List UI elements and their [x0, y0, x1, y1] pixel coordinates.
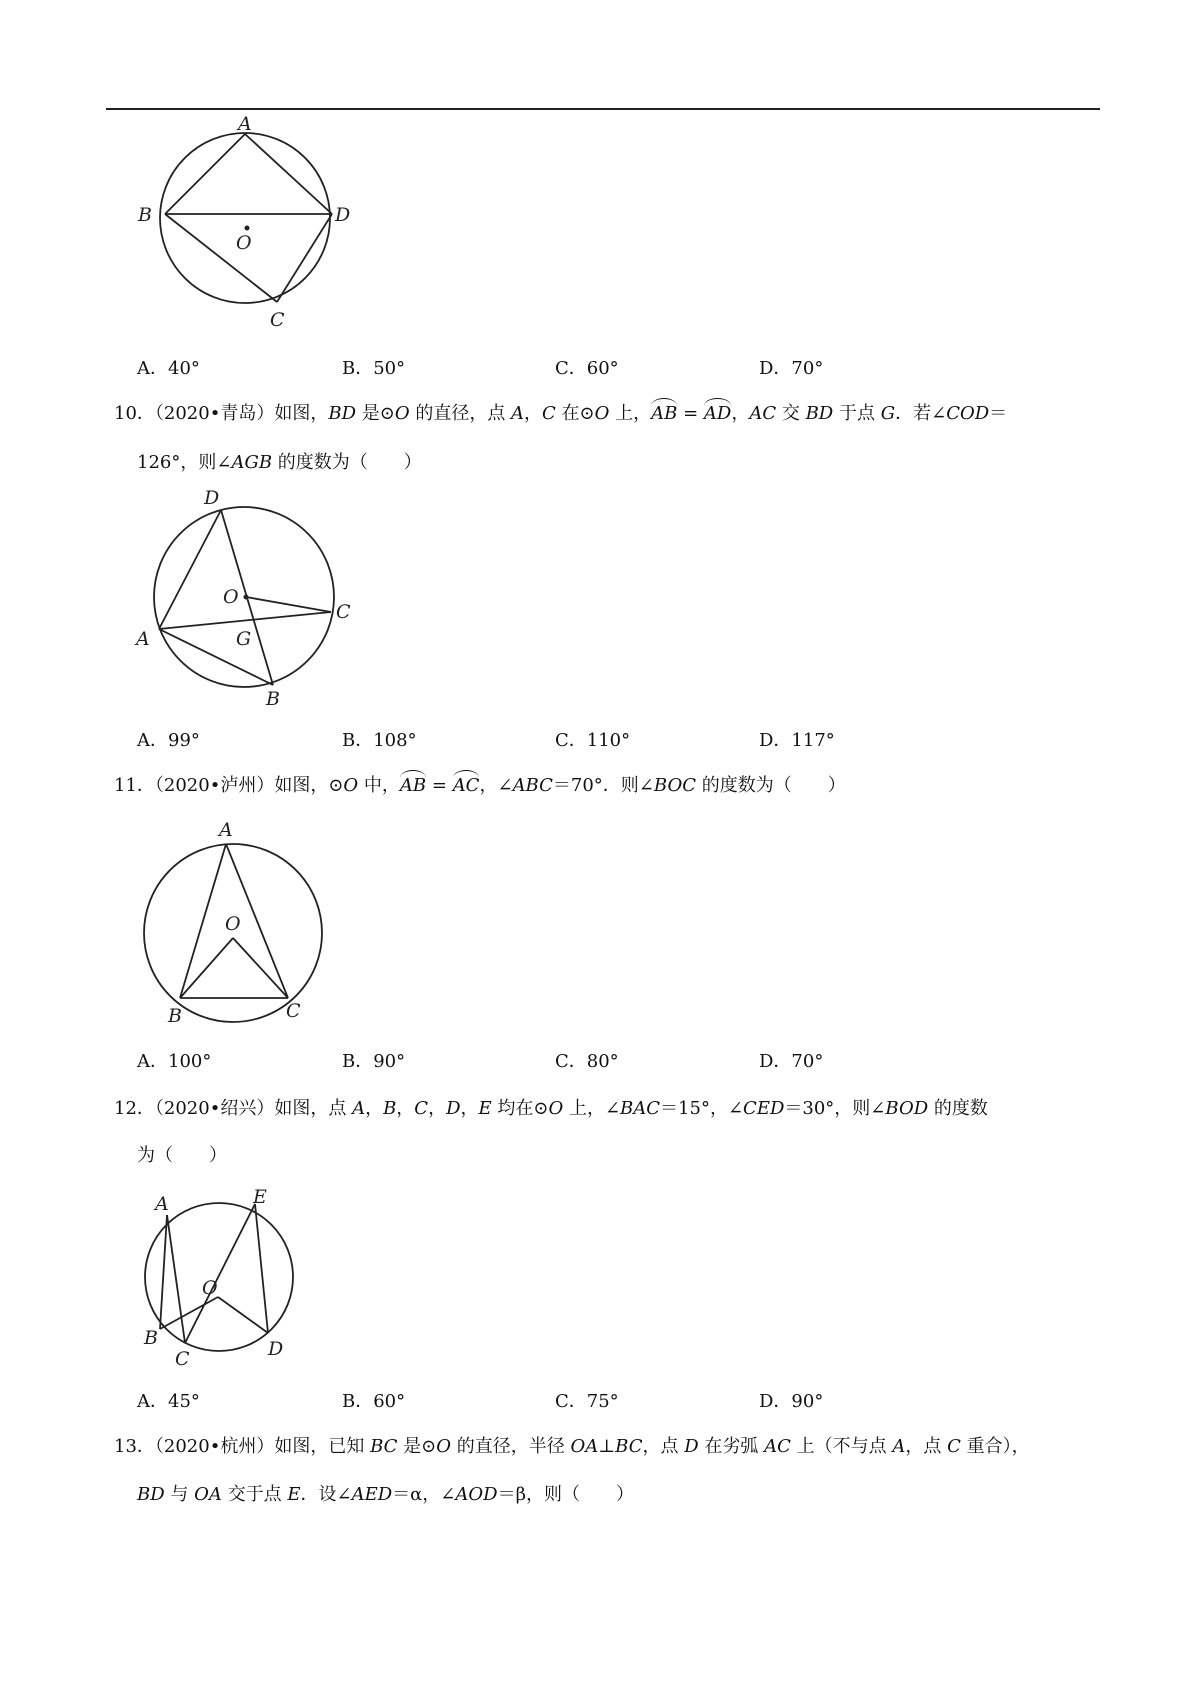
label-c: C [270, 309, 285, 331]
q12-stem-line2: 为（ ） [137, 1145, 227, 1166]
label-c: C [286, 1000, 301, 1022]
q10-stem-line1: 10．（2020•青岛）如图，BD 是⊙O 的直径，点 A，C 在⊙O 上，AB = AD，AC 交 BD 于点 G．若∠COD＝ [114, 401, 1007, 427]
label-d: D [204, 487, 220, 509]
segment-ob [180, 938, 233, 998]
q9-option-a[interactable]: A．40° [137, 358, 200, 379]
segment-oc [233, 938, 288, 998]
segment-ed [255, 1204, 268, 1333]
segment-ab [165, 134, 245, 214]
q13-stem-line1: 13．（2020•杭州）如图，已知 BC 是⊙O 的直径，半径 OA⊥BC，点 D 在劣弧 AC 上（不与点 A，点 C 重合）， [114, 1436, 1030, 1457]
label-o: O [202, 1277, 218, 1299]
label-o: O [223, 586, 239, 608]
figure-q9 [130, 112, 360, 342]
segment-da [159, 510, 221, 629]
figure-q10 [130, 485, 360, 715]
q12-stem-line1: 12．（2020•绍兴）如图，点 A，B，C，D，E 均在⊙O 上，∠BAC＝15°，∠CED＝30°，则∠BOD 的度数 [114, 1098, 988, 1119]
label-a: A [238, 113, 252, 135]
q12-option-d[interactable]: D．90° [759, 1391, 824, 1412]
label-e: E [253, 1186, 267, 1208]
label-b: B [144, 1327, 158, 1349]
q9-option-d[interactable]: D．70° [759, 358, 824, 379]
segment-oc [246, 597, 331, 612]
q11-stem-line1: 11．（2020•泸州）如图，⊙O 中，AB = AC，∠ABC＝70°．则∠BOC 的度数为（ ） [114, 773, 846, 799]
label-d: D [268, 1338, 284, 1360]
arc-ac: AC [453, 773, 480, 799]
q9-option-c[interactable]: C．60° [555, 358, 619, 379]
label-d: D [335, 204, 351, 226]
q12-option-c[interactable]: C．75° [555, 1391, 619, 1412]
q13-stem-line2: BD 与 OA 交于点 E．设∠AED＝α，∠AOD＝β，则（ ） [137, 1484, 634, 1505]
q11-option-a[interactable]: A．100° [137, 1051, 212, 1072]
segment-bc [165, 214, 277, 302]
label-o: O [236, 232, 252, 254]
q12-option-a[interactable]: A．45° [137, 1391, 200, 1412]
figure-q12 [130, 1185, 330, 1385]
segment-ac [159, 612, 331, 629]
label-a: A [219, 819, 233, 841]
q10-stem-line2: 126°，则∠AGB 的度数为（ ） [137, 452, 422, 473]
label-c: C [175, 1348, 190, 1370]
figure-q11 [130, 818, 360, 1048]
label-a: A [155, 1193, 169, 1215]
q12-option-b[interactable]: B．60° [342, 1391, 406, 1412]
segment-ab [180, 844, 226, 998]
label-o: O [225, 913, 241, 935]
segment-cd [277, 214, 332, 302]
arc-ab: AB [400, 773, 426, 799]
label-c: C [336, 601, 351, 623]
q11-option-d[interactable]: D．70° [759, 1051, 824, 1072]
center-dot [245, 226, 250, 231]
arc-ad: AD [704, 401, 731, 427]
q10-option-a[interactable]: A．99° [137, 730, 200, 751]
label-b: B [266, 688, 280, 710]
q10-option-d[interactable]: D．117° [759, 730, 835, 751]
segment-od [218, 1297, 268, 1333]
q11-option-c[interactable]: C．80° [555, 1051, 619, 1072]
label-a: A [136, 628, 150, 650]
q10-option-b[interactable]: B．108° [342, 730, 417, 751]
q10-option-c[interactable]: C．110° [555, 730, 631, 751]
arc-ab: AB [651, 401, 677, 427]
segment-ob [160, 1297, 218, 1329]
center-dot [244, 595, 249, 600]
q9-option-b[interactable]: B．50° [342, 358, 406, 379]
label-b: B [168, 1005, 182, 1027]
header-rule [106, 108, 1100, 110]
q11-option-b[interactable]: B．90° [342, 1051, 406, 1072]
segment-ce [185, 1204, 255, 1343]
label-b: B [138, 204, 152, 226]
label-g: G [236, 628, 252, 650]
